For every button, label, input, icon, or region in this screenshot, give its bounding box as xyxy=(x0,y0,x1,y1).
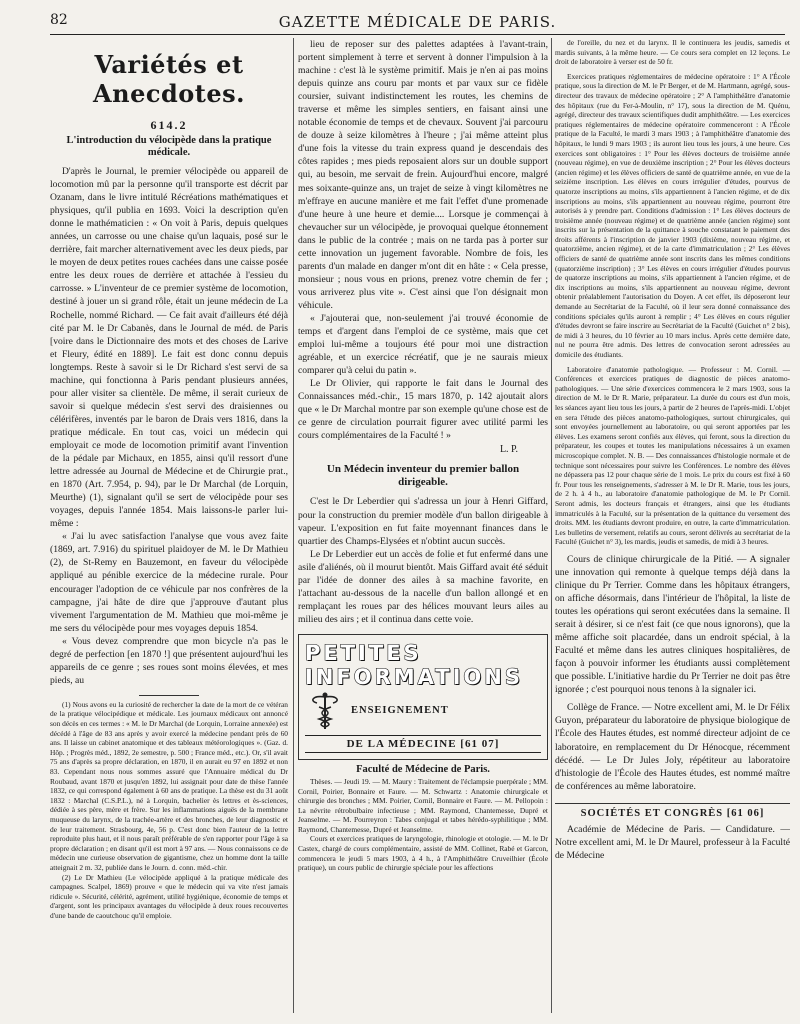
section-title: Variétés et Anecdotes. xyxy=(93,50,245,108)
paragraph: D'après le Journal, le premier vélocipède ou appareil de locomotion mû par la personne qu'il transporte est décrit par Ozanam, dans le livre intitulé Récréations mathématiques et physiques, qu'il publia en 1693. Voici la description qu'en donne le mathématicien : « On voit à Paris, depuis quelques années, un carrosse ou une chaise qu'un laquais, posé sur le derrière, fait marcher alternativement avec les deux pieds, par le moyen de deux petites roues cachées dans une caisse posée entre les deux roues de derrière et attachée à l'essieu du carrosse. » L'inventeur de ce premier système de locomotion, destiné à jouer un si grand rôle, était un jeune médecin de La Rochelle, nommé Richard. — Ce fait avait d'ailleurs été déjà cité par M. le Dr Cabanès, dans le Journal de méd. de Paris [voire dans le Dictionnaire des mots et des choses de Larive et Fleury, édité en 1889]. Le fait est donc connu depuis longtemps. Reste à savoir si le Dr Richard s'est servi de sa machine, qui fonctionna à Paris pendant plusieurs années, pour aller visiter sa clientèle. De même, il serait curieux de savoir si quelque médecin s'est servi des draisiennes ou célérifères, inventés par le baron de Drais vers 1816, dans la pratique médicale. En tout cas, voici un médecin qui employait ce mode de locomotion primitif avant l'invention de la pédale par Michaux, en 1855, ainsi qu'il ressort d'une lettre adressée au Journal de Médecine et de Chirurgie prat., en 1870 (Art. 7.954, p. 94), par le Dr Marchal (de Lorquin, Meurthe) (1), signalant qu'il se sert de vélocipède pour ses voyages, depuis l'année 1854. Mais laissons-le parler lui-même : xyxy=(50,166,288,530)
paragraph: Cours de clinique chirurgicale de la Pitié. — A signaler une innovation qui remonte à quelque temps déjà dans la clinique du Pr Terrier. Comme dans les hôpitaux étrangers, on affiche désormais, dans l'intérieur de l'hôpital, la liste de toutes les opérations qui seront exécutées dans la semaine. Il serait à désirer, si ce n'est fait (ce que nous ignorons), que la même affiche soit placardée, dans un endroit spécial, à la Faculté et même dans les autres cliniques hospitalières, de façon à pouvoir informer les étudiants aussi complètement que possible. L'initiative hardie du Pr Terrier ne doit pas être ignorée ; c'est pourquoi nous tenons à la signaler ici. xyxy=(555,553,790,696)
article-number: 614.2 xyxy=(150,118,188,132)
footnote: (2) Le Dr Mathieu (Le vélocipède appliqué à la pratique médicale des campagnes. Scalpel, 1869) prouve « que le médecin qui va vite n'est jamais ridicule ». Sécurité, célérité, agrément, utilité hygiénique, économie de temps et d'argent, sont les principaux avantages du vélocipède à deux roues recouvertes d'une bande de caoutchouc qu'il emploie. xyxy=(50,872,288,920)
paragraph: Collège de France. — Notre excellent ami, M. le Dr Félix Guyon, préparateur du laboratoire de physique biologique de l'École des Hautes études, est nommé directeur adjoint de ce laboratoire, en remplacement du Dr Hénocque, récemment décédé. — Le Dr Jules Joly, répétiteur au laboratoire d'histologie de l'École des Hautes études, est nommé maître de conférences au même laboratoire. xyxy=(555,702,790,792)
paragraph: lieu de reposer sur des palettes adaptées à l'avant-train, portent simplement à terre et servent à donner l'impulsion à la machine : c'est là le système primitif. Mais je n'en ai pas moins depuis quinze ans couru par monts et par vaux sur ce fidèle coursier, suivant indistinctement les routes, les chemins de traverse et même les simples sentiers, en faisant ainsi une notable économie de temps et de chevaux. Souvent j'ai parcouru de douze à seize kilomètres à l'heure ; j'ai même atteint plus d'une fois la vitesse du train express quand je descendais des côtes rapides ; mes pieds reposaient alors sur un double support qui, au besoin, me servait de frein. Aujourd'hui encore, malgré mes soixante-quinze ans, un trajet de seize à vingt kilomètres ne m'effraye en aucune manière et me fait l'effet d'une promenade d'une heure à une heure et demie.... Lorsque je commençai à chevaucher sur un vélocipède, je provoquai quelque étonnement dans le public de la contrée ; mais on ne tarda pas à porter sur cette innovation un jugement favorable. Nombre de fois, les parents d'un malade en danger m'ont dit en hâte : « Cela presse, monsieur ; nous vous en prions, prenez votre chemin de fer ; vous arriverez plus vite ». C'est ainsi que l'on désignait mon véhicule. xyxy=(298,39,548,311)
footnote: (1) Nous avons eu la curiosité de rechercher la date de la mort de ce vétéran de la pratique vélocipédique et médicale. Les journaux médicaux ont annoncé son décès en ces termes : « M. le Dr Marchal (de Lorquin, Lorraine annexée) est décédé à l'âge de 83 ans après y avoir exercé la médecine pendant près de 60 ans. Il laisse un cabinet anatomique et des tableaux météorologiques ». (Gaz. d. Hôp. ; Progrès méd., 1892, 2e semestre, p. 500 ; France méd., etc.). Or, s'il avait 75 ans d'après sa propre déclaration, en 1870, il en aurait eu 97 en 1892 et non 83. Cependant nous nous sommes assuré que l'Annuaire médical du Dr Roubaud, avant 1870 et jusqu'en 1892, lui assignait pour date de thèse l'année 1832, ce qui correspond également à 60 ans de pratique. La thèse est du 31 août 1832 : Marchal (C.S.P.L.), né à Lorquin, bachelier ès lettres et ès-sciences, dédiée à ses père, mère et frère. Sur les inflammations aiguës de la membrane muqueuse du larynx, de la trachée-artère et des bronches, de leur diagnostic et de leur traitement. Strasbourg, 4e, 56 p. C'est donc bien l'auteur de la lettre reproduite plus haut, et il nous paraît préférable de s'en rapporter pour l'âge à sa propre déclaration ; en disant qu'il est mort à 97 ans. — Nous connaissons ce de médecin une curieuse observation de gigantisme, chez un homme dont la taille atteignait 2 m. 32, publiée dans le Journ. d. conn. méd.-chir. xyxy=(50,699,288,872)
paragraph: Laboratoire d'anatomie pathologique. — Professeur : M. Cornil. — Conférences et exercices pratiques de diagnostic de pièces anatomo-pathologiques. — Une série d'exercices commencera le 2 mars 1903, sous la direction de M. le Dr R. Marie, préparateur. La durée du cours est d'un mois, les séances ayant lieu tous les jours, à partir de 2 heures de l'après-midi. L'objet en sera l'étude des pièces anatomo-pathologiques, surtout chirurgicales, qui sont envoyées journellement au laboratoire, ou qui seront apportées par les élèves. Les examens seront confiés aux élèves, qui feront, sous la direction du préparateur, les coupes et toutes les manipulations nécessaires à un examen microscopique complet. N. B. — Des connaissances d'histologie normale et de technique sont nécessaires pour suivre les Conférences. Le nombre des élèves ne dépassera pas 12 pour chaque série de 1 mois. Le prix du cours est fixé à 60 fr. Pour tous les renseignements, s'adresser à M. le Dr R. Marie, tous les jours, de 2 h. à 4 h., au laboratoire d'anatomie pathologique de M. le Pr Cornil. Seront admis, les docteurs français et étrangers, ainsi que les étudiants immatriculés à la Faculté, sur la présentation de la quittance du versement des droits. MM. les étudiants devront produire, en outre, la carte d'immatriculation. Les bulletins de versement, relatifs au cours, seront délivrés au secrétariat de la Faculté (Guichet n° 3), les mardis, jeudis et samedis, de midi à 3 heures. xyxy=(555,364,790,547)
banner-line: INFORMATIONS xyxy=(305,664,523,689)
banner-line: PETITES xyxy=(305,640,422,665)
page-number: 82 xyxy=(50,12,68,28)
caduceus-icon xyxy=(305,691,345,731)
paragraph: Le Dr Leberdier eut un accès de folie et fut enfermé dans une asile d'aliénés, où il mourut bientôt. Mais Giffard avait été séduit par l'idée de donner des ailes à sa machine favorite, en l'attachant au-dessous de la nacelle d'un ballon allongé et en remplaçant les roues par des hélices mouvant leurs ailes au milieu des airs ; et il continua dans cette voie. xyxy=(298,548,548,625)
column-1 xyxy=(50,38,288,1018)
column-3 xyxy=(555,38,790,1018)
paragraph: C'est le Dr Leberdier qui s'adressa un jour à Henri Giffard, pour la construction du premier modèle d'un ballon dirigeable à vapeur. L'exposition en fut faite moyennant finances dans le quartier des Champs-Elysées et n'obtint aucun succès. xyxy=(298,496,548,547)
footnotes xyxy=(50,700,288,921)
article-title: L'introduction du vélocipède dans la pratique médicale. xyxy=(66,135,272,158)
medecine-label: DE LA MÉDECINE [61 07] xyxy=(305,735,541,753)
running-head xyxy=(50,8,785,35)
enseignement-label: ENSEIGNEMENT xyxy=(351,705,449,717)
column-rule xyxy=(551,38,552,1013)
paragraph: « J'ai lu avec satisfaction l'analyse que vous avez faite (1869, art. 7.916) du spirituel plaidoyer de M. le Dr Mathieu (2), de St-Remy en Bauzemont, en faveur du vélocipède appliqué au pénible exercice de la médecine rurale. Pour encourager l'adoption de ce véhicule par nos confrères de la campagne, j'ai hâte de dire que j'approuve d'autant plus vivement l'argumentation de M. Mathieu que moi-même je me sers du vélocipède pour mes voyages depuis 1854. xyxy=(50,531,288,634)
footnote-divider xyxy=(139,695,199,696)
paragraph: Thèses. — Jeudi 19. — M. Maury : Traitement de l'éclampsie puerpérale ; MM. Cornil, Poirier, Bonnaire et Faure. — M. Schwartz : Anatomie chirurgicale et chirurgie des bronches ; MM. Poirier, Cornil, Bonnaire et Faure. — M. Pellopoin : La névrite rétrobulbaire infectieuse ; MM. Raymond, Chantemesse, Dupré et Jeanselme. — M. Pourreyron : Tabes conjugal et tabes hérédo-syphilitique ; MM. Raymond, Chantemesse, Dupré et Jeanselme. xyxy=(298,776,548,834)
paragraph: de l'oreille, du nez et du larynx. Il le continuera les jeudis, samedis et mardis suivants, à la même heure. — Ce cours sera complet en 12 leçons. Le droit de laboratoire à verser est de 50 fr. xyxy=(555,38,790,67)
paragraph: Cours et exercices pratiques de laryngologie, rhinologie et otologie. — M. le Dr Castex, chargé de cours complémentaire, assisté de MM. Collinet, Rabé et Garcon, commencera le jeudi 5 mars 1903, à 4 h., à l'Amphithéâtre Cruveilhier (École pratique), un cours public de chirurgie spéciale pour les affections xyxy=(298,834,548,873)
signature: L. P. xyxy=(499,444,518,456)
column-rule xyxy=(293,38,294,1013)
paragraph: « J'ajouterai que, non-seulement j'ai trouvé économie de temps et d'argent dans l'emploi de ce système, mais que cet emploi lui-même a toujours été pour moi une distraction agréable, et un exercice récréatif, que je ne saurais mieux comparer qu'à celui du patin ». xyxy=(298,312,548,377)
petites-informations-banner xyxy=(298,634,548,760)
journal-title: GAZETTE MÉDICALE DE PARIS. xyxy=(278,13,557,31)
paragraph: Exercices pratiques réglementaires de médecine opératoire : 1° A l'École pratique, sous la direction de M. le Pr Berger, et de M. Hartmann, agrégé, sous-directeur des travaux de médecine opératoire ; 2° A l'amphithéâtre d'anatomie des hôpitaux (rue du Fer-à-Moulin, n° 17), sous la direction de M. Quénu, agrégé, directeur des travaux scientifiques dudit amphithéâtre. — Les exercices pratiques réglementaires de médecine opératoire commenceront : A l'École pratique de la Faculté, le mardi 3 mars 1903 ; à l'amphithéâtre d'anatomie des hôpitaux, le lundi 9 mars 1903 ; ils auront lieu tous les jours, à une heure. Ces exercices sont obligatoires : 1° Pour les élèves docteurs de troisième année (nouveau régime), en vue de deuxième inscription ; 2° Pour les élèves docteurs (ancien régime) et les élèves officiers de santé de quatrième année, en vue de la seizième inscription. Les élèves en cours irrégulier d'études, pourvus de quatorze inscriptions au moins, s'ils appartiennent à l'ancien régime, et de dix inscriptions au moins, s'ils appartiennent au nouveau régime, pourront être autorisés à y prendre part. Conditions d'admission : 1° Les élèves docteurs de troisième année (nouveau régime) et de quatrième année (ancien régime) sont inscrits sur la présentation de la quittance à souche constatant le paiement des droits afférents à l'inscription de janvier 1903 (dixième, nouveau régime, et quatorzième, ancien régime), et de la carte d'immatriculation ; 2° Les élèves officiers de santé de quatrième année sont inscrits dans les mêmes conditions (quatorzième inscription) ; 3° Les élèves en cours irrégulier d'études pourvus de quatorze inscriptions au moins, s'ils appartiennent à l'ancien régime, et de dix inscriptions au moins, s'ils appartiennent au nouveau régime, devront obtenir préalablement l'autorisation du Doyen. A cet effet, ils déposeront leur demande au Secrétariat de la Faculté, où il leur sera donné connaissance des conditions spéciales qu'ils auront à remplir ; 4° Les élèves en cours régulier d'études devront se faire inscrire au Secrétariat de la Faculté (Guichet n° 2 bis), de midi à 3 heures, du 10 février au 10 mars inclus. Après cette dernière date, nul ne pourra être admis. Des lettres de convocation seront adressées au domicile des étudiants. xyxy=(555,71,790,359)
paragraph: Académie de Médecine de Paris. — Candidature. — Notre excellent ami, M. le Dr Maurel, professeur à la Faculté de Médecine xyxy=(555,823,790,861)
paragraph: Le Dr Olivier, qui rapporte le fait dans le Journal des Connaissances méd.-chir., 15 mars 1870, p. 142 ajoutait alors que « le Dr Marchal montre par son exemple qu'une chose est de ce genre de circulation pourrait figurer avec utilité parmi les cours complémentaires de la Faculté ! » xyxy=(298,378,548,442)
subsection-title: SOCIÉTÉS ET CONGRÈS [61 06] xyxy=(555,803,790,819)
subsection-title: Faculté de Médecine de Paris. xyxy=(356,763,490,775)
article-title: Un Médecin inventeur du premier ballon dirigeable. xyxy=(326,463,520,489)
paragraph: « Vous devez comprendre que mon bicycle n'a pas le degré de perfection [en 1870 !] que présentent aujourd'hui les appareils de ce genre ; ses roues sont moins élevées, et mes pieds, au xyxy=(50,635,288,686)
column-2 xyxy=(298,38,548,1018)
